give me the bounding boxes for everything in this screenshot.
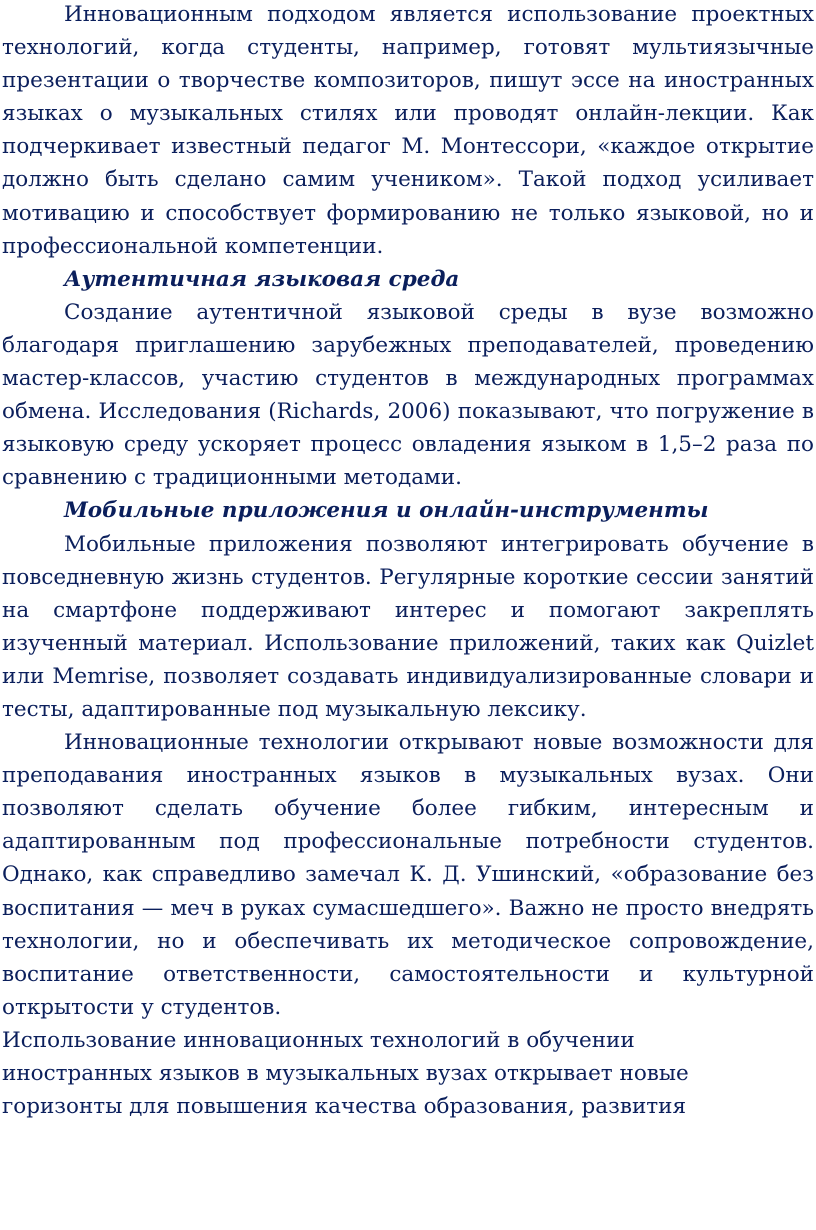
paragraph-mobile-apps: Мобильные приложения позволяют интегрировать обучение в повседневную жизнь студентов. Регулярные короткие сессии занятий на смартфоне поддерживают интерес и помогают закреплять изученный материал. Использование приложений, таких как Quizlet или Memrise, позволяет создавать индивидуализированные словари и тесты, адаптированные под музыкальную лексику. [2,531,814,722]
heading-authentic-environment: Аутентичная языковая среда [64,266,460,292]
paragraph-project-technologies: Инновационным подходом является использование проектных технологий, когда студенты, например, готовят мультиязычные презентации о творчестве композиторов, пишут эссе на иностранных языках о музыкальных стилях или проводят онлайн-лекции. Как подчеркивает известный педагог М. Монтессори, «каждое открытие должно быть сделано самим учеником». Такой подход усиливает мотивацию и способствует формированию не только языковой, но и профессиональной компетенции. [2,2,814,259]
paragraph-authentic-environment: Создание аутентичной языковой среды в вузе возможно благодаря приглашению зарубежных преподавателей, проведению мастер-классов, участию студентов в международных программах обмена. Исследования (Richards, 2006) показывают, что погружение в языковую среду ускоряет процесс овладения языком в 1,5–2 раза по сравнению с традиционными методами. [2,299,814,491]
closing-paragraph [2,1024,814,1123]
closing-line: иностранных языков в музыкальных вузах открывает новые [2,1061,689,1086]
closing-line: Использование инновационных технологий в обучении [2,1027,635,1053]
closing-line: горизонты для повышения качества образования, развития [2,1094,687,1120]
heading-mobile-apps: Мобильные приложения и онлайн-инструменты [64,498,709,524]
paragraph-conclusion: Инновационные технологии открывают новые возможности для преподавания иностранных языков в музыкальных вузах. Они позволяют сделать обучение более гибким, интересным и адаптированным под профессиональные потребности студентов. Однако, как справедливо замечал К. Д. Ушинский, «образование без воспитания — меч в руках сумасшедшего». Важно не просто внедрять технологии, но и обеспечивать их методическое сопровождение, воспитание ответственности, самостоятельности и культурной открытости у студентов. [2,730,814,1020]
